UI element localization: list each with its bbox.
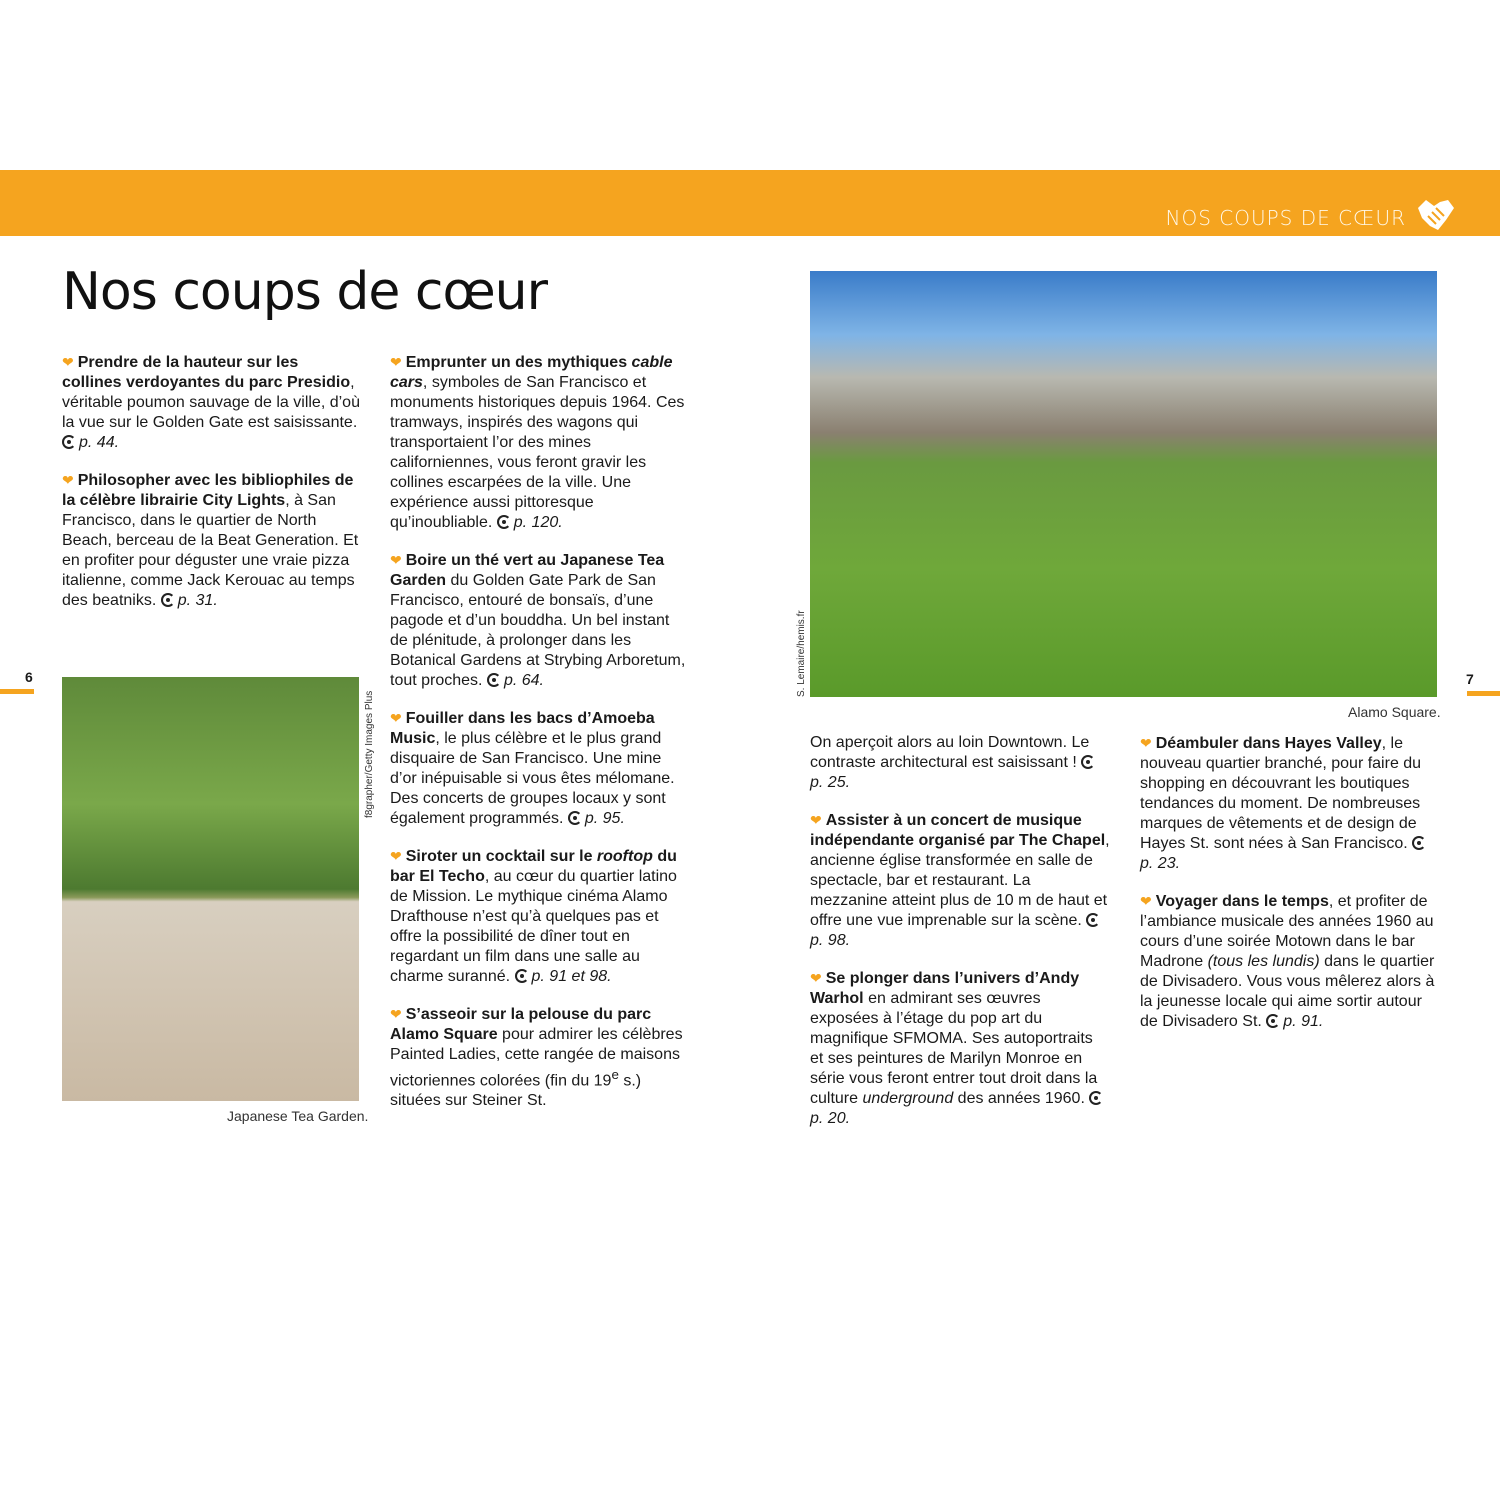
page-reference-icon: [497, 515, 511, 529]
item-text: Prendre de la hauteur sur les collines verdoyantes du parc Presidio: [62, 354, 351, 391]
item-text: (tous les lundis): [1207, 953, 1320, 970]
column-2: [390, 352, 690, 1128]
page-marker-left: [0, 689, 34, 694]
highlight-item: [390, 708, 690, 829]
highlight-item: [390, 550, 690, 691]
item-text: , ancienne église transformée en salle de spectacle, bar et restaurant. La mezzanine atteint plus de 10 m de haut et offre une vue imprenable sur la scène.: [810, 832, 1110, 929]
heart-icon: ❤: [810, 970, 822, 986]
highlight-item: [810, 968, 1110, 1129]
photo-credit-left: f8grapher/Getty Images Plus: [364, 690, 375, 818]
page-reference: p. 23.: [1140, 855, 1181, 872]
item-text: , symboles de San Francisco et monuments historiques depuis 1964. Ces tramways, inspirés des wagons qui transportaient l’or des mines californiennes, vous feront gravir les collines escarpées de la ville. Une expérience aussi pittoresque qu’inoubliable.: [390, 374, 685, 531]
section-header-band: [0, 170, 1500, 236]
highlight-item: [62, 352, 362, 453]
item-text: , à San Francisco, dans le quartier de North Beach, berceau de la Beat Generation. Et en profiter pour déguster une vraie pizza italienne, comme Jack Kerouac au temps des beatniks.: [62, 492, 359, 609]
item-text: Se plonger dans l’univers d’Andy Warhol: [810, 970, 1080, 1007]
photo-caption-right: Alamo Square.: [1348, 704, 1441, 720]
item-text: , véritable poumon sauvage de la ville, d’où la vue sur le Golden Gate est saisissante.: [62, 374, 360, 431]
column-4: [1140, 733, 1440, 1049]
item-text: s.) situées sur Steiner St.: [390, 1072, 642, 1110]
page-reference-icon: [1412, 836, 1426, 850]
page-reference-icon: [568, 811, 582, 825]
item-text: rooftop: [596, 848, 653, 865]
page-reference: p. 91 et 98.: [531, 968, 612, 985]
page-reference-icon: [1089, 1091, 1103, 1105]
item-text: Philosopher avec les bibliophiles de la célèbre librairie City Lights: [62, 472, 354, 509]
page-reference-icon: [1266, 1014, 1280, 1028]
page-number-right: 7: [1466, 671, 1474, 687]
photo-caption-left: Japanese Tea Garden.: [227, 1108, 369, 1124]
item-text: en admirant ses œuvres exposées à l’étage du pop art du magnifique SFMOMA. Ses autoportraits et ses peintures de Marilyn Monroe en série vous feront entrer tout droit dans la culture: [810, 990, 1098, 1107]
heart-icon: ❤: [1140, 893, 1152, 909]
page-reference-icon: [161, 593, 175, 607]
item-text: S’asseoir sur la pelouse du parc Alamo Square: [390, 1006, 652, 1043]
page-reference: p. 91.: [1283, 1013, 1324, 1030]
page-reference-icon: [487, 673, 501, 687]
heart-icon: ❤: [810, 812, 822, 828]
page-title: Nos coups de cœur: [62, 262, 547, 322]
item-text: Siroter un cocktail sur le: [405, 848, 597, 865]
page-reference-icon: [1081, 755, 1095, 769]
highlight-item: [1140, 891, 1440, 1032]
item-text: Boire un thé vert au Japanese Tea Garden: [390, 552, 665, 589]
highlight-item: [390, 846, 690, 987]
column-1: [62, 352, 362, 628]
section-title: NOS COUPS DE CŒUR: [1165, 206, 1406, 230]
item-text: Emprunter un des mythiques: [405, 354, 632, 371]
item-text: Assister à un concert de musique indépendante organisé par The Chapel: [810, 812, 1106, 849]
page-number-left: 6: [25, 669, 33, 685]
page-reference: p. 31.: [177, 592, 218, 609]
page-reference: p. 20.: [810, 1110, 851, 1127]
page-reference: p. 25.: [810, 774, 851, 791]
heart-icon: ❤: [390, 354, 402, 370]
item-text: On aperçoit alors au loin Downtown. Le contraste architectural est saisissant !: [810, 734, 1090, 771]
photo-credit-right: S. Lemaire/hemis.fr: [796, 610, 807, 697]
item-text: underground: [862, 1090, 954, 1107]
item-text: , le plus célèbre et le plus grand disquaire de San Francisco. Une mine d’or inépuisable si vous êtes mélomane. Des concerts de groupes locaux y sont également programmés.: [390, 730, 675, 827]
highlight-item: [390, 352, 690, 533]
item-text: cable cars: [390, 354, 673, 391]
highlight-item: [1140, 733, 1440, 874]
item-text: e: [611, 1067, 619, 1082]
heart-icon: ❤: [390, 552, 402, 568]
item-text: du Golden Gate Park de San Francisco, entouré de bonsaïs, d’une pagode et d’un bouddha. Un bel instant de plénitude, à prolonger dans les Botanical Gardens at Strybing Arboretum, tout proches.: [390, 572, 686, 689]
page-reference: p. 120.: [513, 514, 563, 531]
heart-icon: ❤: [390, 848, 402, 864]
alamo-square-photo: [810, 271, 1437, 697]
item-text: Fouiller dans les bacs d’Amoeba Music: [390, 710, 655, 747]
handshake-icon: [1416, 198, 1456, 232]
item-text: pour admirer les célèbres Painted Ladies, cette rangée de maisons victoriennes colorées (fin du 19: [390, 1026, 683, 1090]
item-text: , et profiter de l’ambiance musicale des années 1960 au cours d’une soirée Motown dans le bar Madrone: [1140, 893, 1434, 970]
highlight-item: [810, 810, 1110, 951]
item-text: dans le quartier de Divisadero. Vous vous mêlerez alors à la jeunesse locale qui aime sortir autour de Divisadero St.: [1140, 953, 1435, 1030]
page-reference: p. 64.: [503, 672, 544, 689]
item-text: Déambuler dans Hayes Valley: [1155, 735, 1382, 752]
column-3: [810, 733, 1110, 1146]
page-marker-right: [1467, 691, 1500, 696]
heart-icon: ❤: [390, 710, 402, 726]
highlight-item: [810, 733, 1110, 793]
page-reference: p. 98.: [810, 932, 851, 949]
highlight-item: [390, 1004, 690, 1111]
heart-icon: ❤: [1140, 735, 1152, 751]
page-reference-icon: [515, 969, 529, 983]
heart-icon: ❤: [62, 354, 74, 370]
page-reference-icon: [1086, 913, 1100, 927]
item-text: des années 1960.: [953, 1090, 1090, 1107]
page-reference: p. 95.: [584, 810, 625, 827]
japanese-tea-garden-photo: [62, 677, 359, 1101]
item-text: , au cœur du quartier latino de Mission. Le mythique cinéma Alamo Drafthouse n’est qu’à quelques pas et offre la possibilité de dîner tout en regardant un film dans une salle au charme suranné.: [390, 868, 677, 985]
heart-icon: ❤: [390, 1006, 402, 1022]
page-reference: p. 44.: [79, 434, 120, 451]
item-text: Voyager dans le temps: [1155, 893, 1329, 910]
page-reference-icon: [62, 435, 76, 449]
heart-icon: ❤: [62, 472, 74, 488]
item-text: du bar El Techo: [390, 848, 677, 885]
item-text: , le nouveau quartier branché, pour faire du shopping en découvrant les boutiques tendances du moment. De nombreuses marques de vêtements et de design de Hayes St. sont nées à San Francisco.: [1140, 735, 1422, 852]
highlight-item: [62, 470, 362, 611]
